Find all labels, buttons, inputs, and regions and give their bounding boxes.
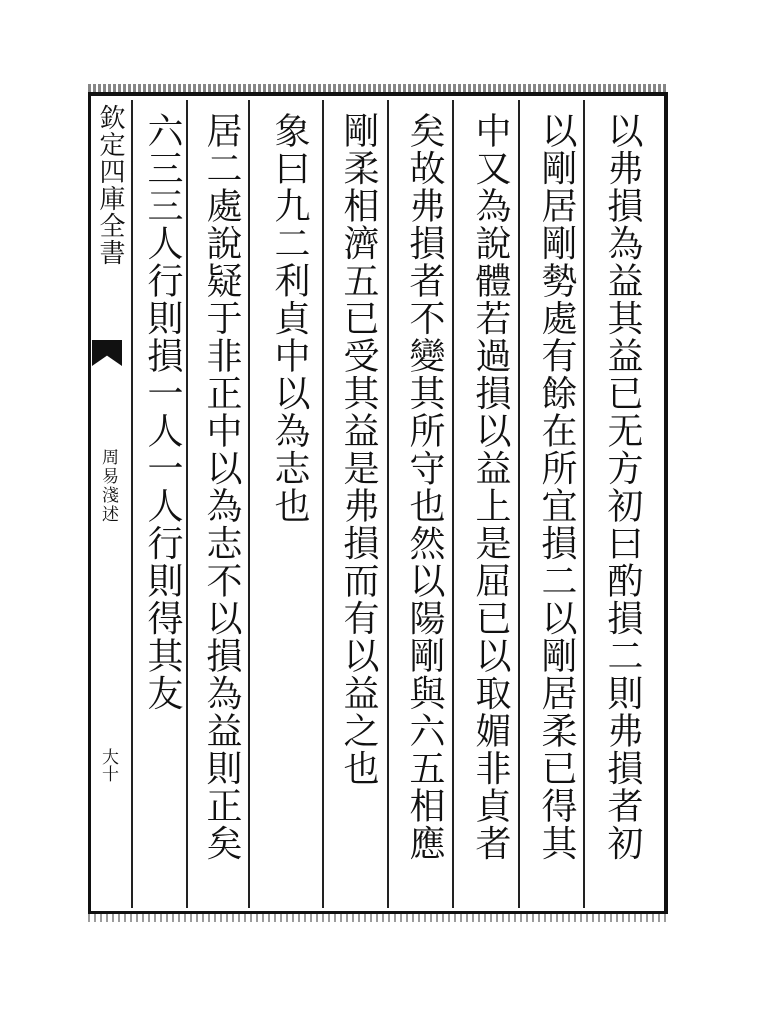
column-rule — [248, 100, 250, 908]
text-column-8: 六三三人行則損一人一人行則得其友 — [142, 112, 183, 712]
margin-book-title: 欽定四庫全書 — [95, 104, 125, 266]
column-rule — [452, 100, 454, 908]
column-rule — [518, 100, 520, 908]
margin-page-number: 大十 — [98, 748, 118, 782]
column-rule — [131, 100, 133, 908]
text-column-5: 剛柔相濟五已受其益是弗損而有以益之也 — [338, 112, 379, 787]
text-column-3: 中又為說體若過損以益上是屈已以取媚非貞者 — [470, 112, 511, 862]
top-border-band — [88, 84, 668, 92]
text-column-6: 象曰九二利貞中以為志也 — [269, 112, 310, 525]
column-rule — [583, 100, 585, 908]
column-rule — [322, 100, 324, 908]
margin-section-title: 周易淺述 — [98, 448, 118, 524]
bottom-border-band — [88, 914, 668, 922]
column-rule — [387, 100, 389, 908]
text-column-4: 矣故弗損者不變其所守也然以陽剛與六五相應 — [404, 112, 445, 862]
text-column-1: 以弗損為益其益已无方初曰酌損二則弗損者初 — [602, 112, 643, 862]
text-column-2: 以剛居剛勢處有餘在所宜損二以剛居柔已得其 — [536, 112, 577, 862]
text-column-7: 居二處說疑于非正中以為志不以損為益則正矣 — [201, 112, 242, 862]
